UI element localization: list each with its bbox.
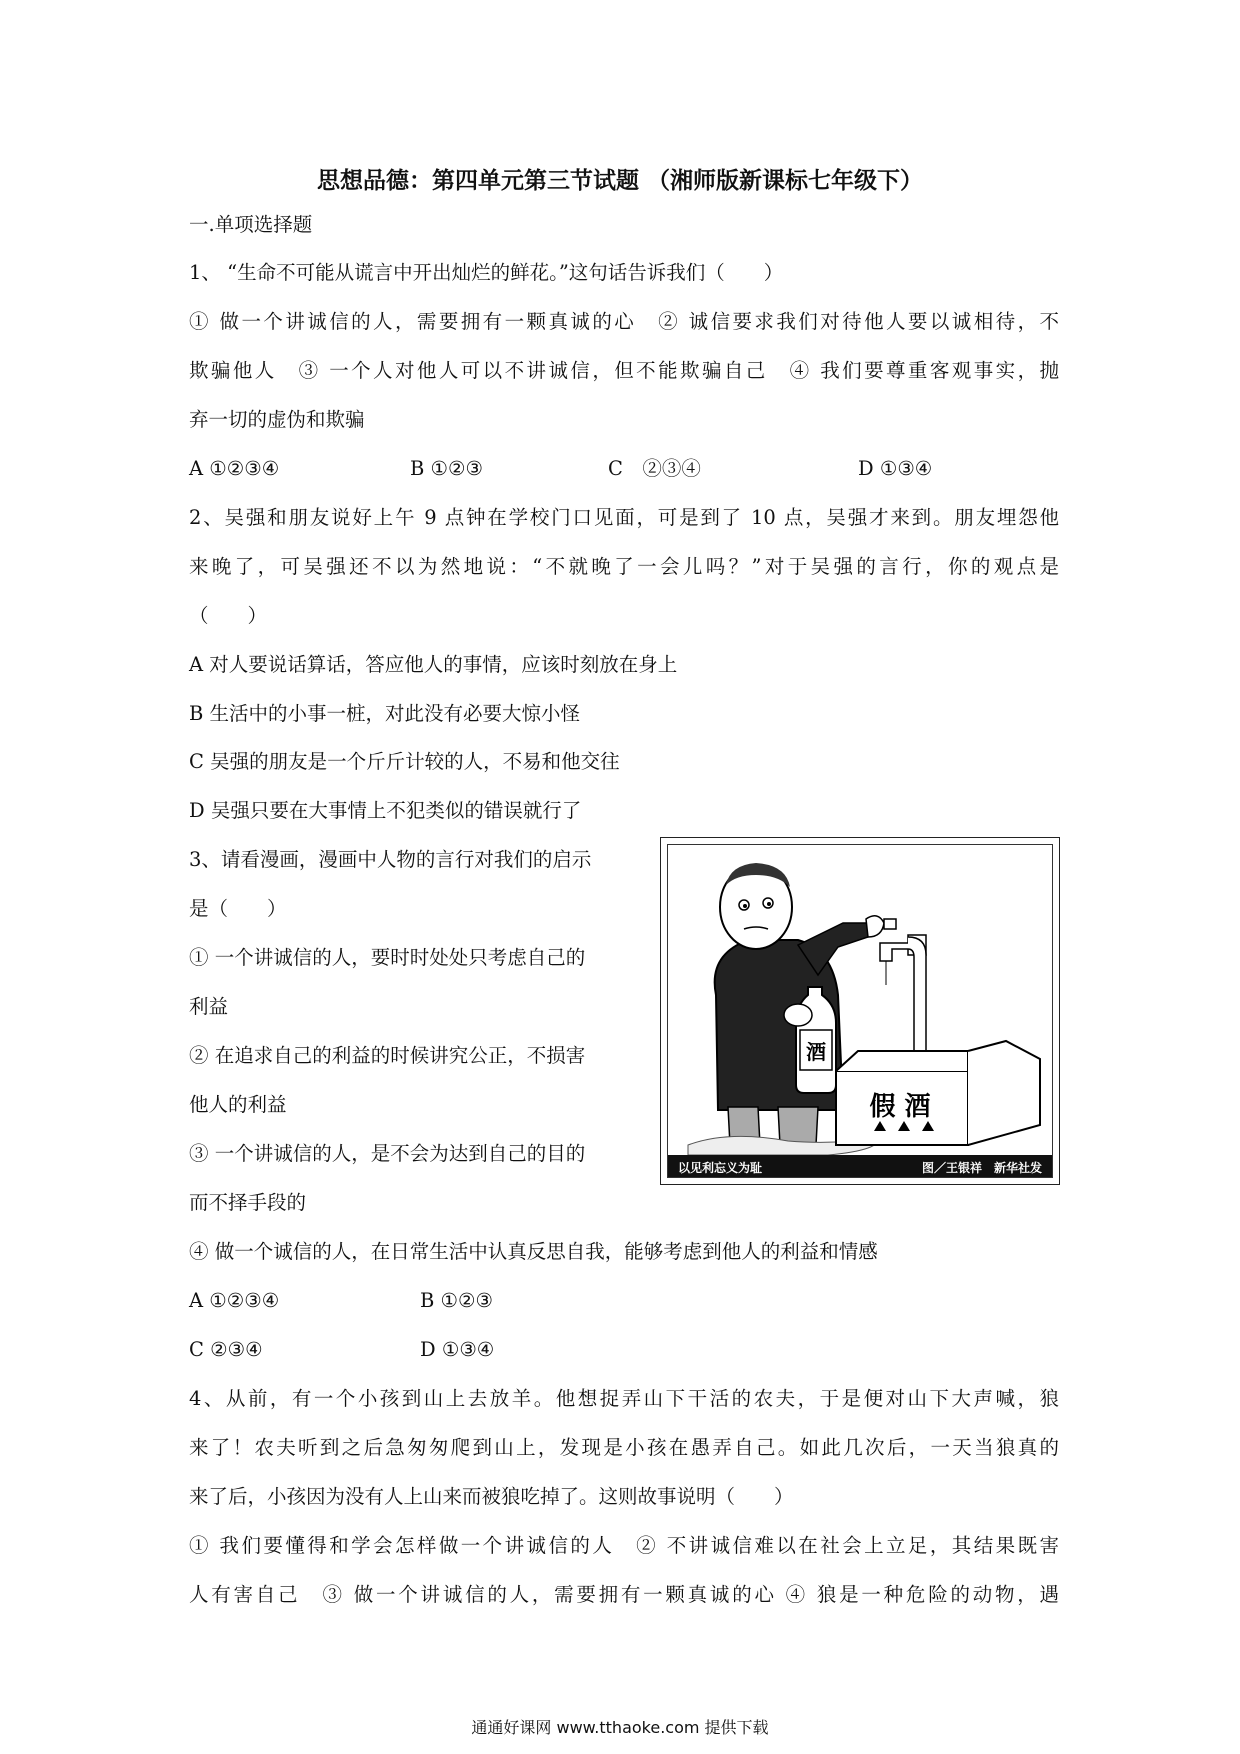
cartoon-caption-right: 图／王银祥 新华社发	[921, 1161, 1042, 1175]
q3-line: 3、请看漫画，漫画中人物的言行对我们的启示	[189, 848, 592, 871]
cartoon-caption-bar	[668, 1155, 1052, 1177]
cartoon-figure	[660, 837, 1060, 1185]
q1-option-d: D ①③④	[858, 457, 933, 480]
q4-line: 来了后，小孩因为没有人上山来而被狼吃掉了。这则故事说明（ ）	[189, 1485, 794, 1508]
q3-option-a: A ①②③④	[189, 1289, 280, 1312]
q2-option-c: C 吴强的朋友是一个斤斤计较的人，不易和他交往	[189, 750, 620, 773]
q1-option-a: A ①②③④	[189, 457, 280, 480]
q3-item: ① 一个讲诚信的人，要时时处处只考虑自己的	[189, 946, 586, 969]
q3-item: 而不择手段的	[189, 1191, 307, 1214]
q3-item: ② 在追求自己的利益的时候讲究公正，不损害	[189, 1044, 586, 1067]
q2-option-a: A 对人要说话算话，答应他人的事情，应该时刻放在身上	[189, 653, 678, 676]
box-label: 假 酒	[869, 1092, 931, 1122]
q4-line: 人有害自己 ③ 做一个讲诚信的人，需要拥有一颗真诚的心 ④ 狼是一种危险的动物，遇	[189, 1583, 1059, 1606]
q3-option-b: B ①②③	[420, 1289, 493, 1312]
q2-option-d: D 吴强只要在大事情上不犯类似的错误就行了	[189, 799, 582, 822]
q3-item: 他人的利益	[189, 1093, 287, 1116]
q1-stem: 1、 “生命不可能从谎言中开出灿烂的鲜花。”这句话告诉我们（ ）	[189, 261, 784, 284]
q1-option-b: B ①②③	[410, 457, 483, 480]
q4-line: 来了！农夫听到之后急匆匆爬到山上，发现是小孩在愚弄自己。如此几次后，一天当狼真的	[189, 1436, 1059, 1459]
q3-item: ④ 做一个诚信的人，在日常生活中认真反思自我，能够考虑到他人的利益和情感	[189, 1240, 878, 1263]
q4-line: 4、从前，有一个小孩到山上去放羊。他想捉弄山下干活的农夫，于是便对山下大声喊，狼	[189, 1387, 1059, 1410]
q3-option-c: C ②③④	[189, 1338, 263, 1361]
q1-line: 弃一切的虚伪和欺骗	[189, 408, 365, 431]
section-heading: 一.单项选择题	[189, 213, 313, 236]
q2-line: 2、吴强和朋友说好上午 9 点钟在学校门口见面，可是到了 10 点，吴强才来到。朋友埋怨他	[189, 506, 1059, 529]
q3-item: 利益	[189, 995, 229, 1018]
q3-item: ③ 一个讲诚信的人，是不会为达到自己的目的	[189, 1142, 586, 1165]
q2-line: 来晚了，可吴强还不以为然地说：“不就晚了一会儿吗？”对于吴强的言行，你的观点是	[189, 555, 1059, 578]
bottle-label: 酒	[806, 1040, 826, 1064]
q1-option-c: C ②③④	[608, 457, 701, 480]
q1-line: 欺骗他人 ③ 一个人对他人可以不讲诚信，但不能欺骗自己 ④ 我们要尊重客观事实，抛	[189, 359, 1059, 382]
q2-option-b: B 生活中的小事一桩，对此没有必要大惊小怪	[189, 702, 581, 725]
q4-line: ① 我们要懂得和学会怎样做一个讲诚信的人 ② 不讲诚信难以在社会上立足，其结果既害	[189, 1534, 1059, 1557]
document-title: 思想品德：第四单元第三节试题 （湘师版新课标七年级下）	[316, 168, 923, 194]
q3-option-d: D ①③④	[420, 1338, 495, 1361]
q3-line: 是（ ）	[189, 897, 287, 920]
q2-line: （ ）	[189, 604, 268, 627]
page-footer: 通通好课网 www.tthaoke.com 提供下载	[471, 1718, 769, 1737]
cartoon-illustration	[668, 845, 1053, 1157]
cartoon-caption-left: 以见利忘义为耻	[678, 1161, 763, 1175]
q1-line: ① 做一个讲诚信的人，需要拥有一颗真诚的心 ② 诚信要求我们对待他人要以诚相待，不	[189, 310, 1059, 333]
